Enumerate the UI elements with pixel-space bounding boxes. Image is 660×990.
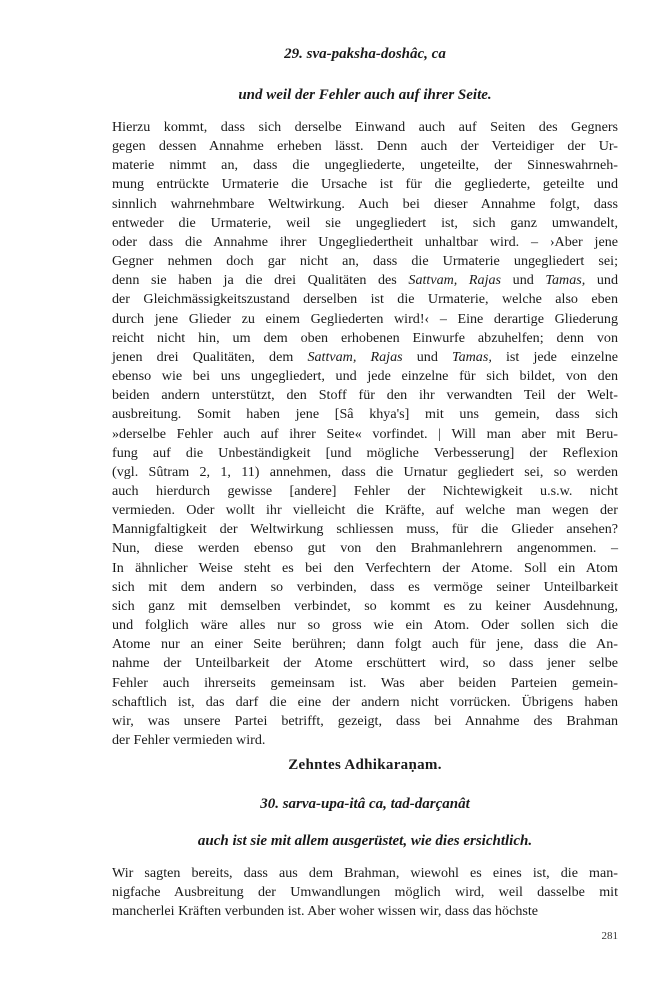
text-line [112,463,618,482]
text-segment: gegen dessen Annahme erheben lässt. Denn auch der Verteidiger der Ur- [112,138,618,155]
text-segment: oder dass die Annahme ihrer Ungegliedertheit unhaltbar wird. – ›Aber jene [112,233,618,250]
text-line [112,731,618,750]
text-segment: jenen drei Qualitäten, dem [112,348,308,365]
text-segment: und [402,348,453,365]
text-line [112,883,618,902]
text-segment: Gegner nehmen doch gar nicht an, dass die Urmaterie ungegliedert sei; [112,253,618,270]
text-segment: nigfache Ausbreitung der Umwandlungen möglich wird, weil dasselbe mit [112,884,618,901]
sutra-30-translation: auch ist sie mit allem ausgerüstet, wie dies ersichtlich. [197,833,533,849]
text-segment: und [585,272,619,289]
text-segment: und [501,272,546,289]
text-segment: materie nimmt an, dass die ungegliederte, ungeteilte, der Sinneswahrneh- [112,157,618,174]
text-line [112,195,618,214]
text-line [112,290,618,309]
text-line [112,520,618,539]
text-segment: fung auf die Unbeständigkeit [und mögliche Verbesserung] der Reflexion [112,444,618,461]
text-segment: Mannigfaltigkeit der Weltwirkung schliessen muss, für die Glieder ansehen? [112,521,618,538]
text-segment: der Gleichmässigkeitszustand derselben ist die Urmaterie, welche also eben [112,291,618,308]
text-segment: ist jede einzelne [491,348,618,365]
text-line [112,233,618,252]
text-segment: nahme der Unteilbarkeit der Atome erschüttert wird, so dass jener selbe [112,655,618,672]
text-segment: denn sie haben ja die drei Qualitäten des [112,272,409,289]
text-segment: beiden andern unterstützt, den Stoff für den ihr verwandten Teil der Welt- [112,387,618,404]
sutra-29-title: 29. sva-paksha-doshâc, ca [284,46,446,62]
text-line [112,214,618,233]
text-line [112,578,618,597]
text-line [112,118,618,137]
text-line [112,175,618,194]
text-line [112,674,618,693]
text-segment: wir, was unsere Partei betrifft, gezeigt, dass bei Annahme des Brahman [112,712,618,729]
text-segment: sinnlich wahrnehmbare Weltwirkung. Auch bei dieser Annahme folgt, dass [112,195,618,212]
text-segment: mancherlei Kräften verbunden ist. Aber woher wissen wir, dass das höchste [112,903,539,920]
italic-term: Tamas, [545,272,586,289]
text-line [112,252,618,271]
text-segment: Nun, diese werden ebenso gut von den Brahmanlehrern angenommen. – [112,540,618,557]
text-line [112,310,618,329]
sutra-29-translation: und weil der Fehler auch auf ihrer Seite. [238,87,492,103]
sutra-30-title: 30. sarva-upa-itâ ca, tad-darçanât [260,796,470,812]
text-segment: Hierzu kommt, dass sich derselbe Einwand auch auf Seiten des Gegners [112,119,618,135]
text-line [112,559,618,578]
text-line [112,864,618,883]
text-segment: und folglich wäre alles nur so gross wie ein Atom. Oder sollen sich die [112,617,618,634]
text-line [112,616,618,635]
text-segment: der Fehler vermieden wird. [112,732,266,748]
text-line [112,271,618,290]
text-segment: sich ganz mit demselben verbindet, so kommt es zu keiner Ausdehnung, [112,597,618,614]
text-line [112,635,618,654]
text-line [112,539,618,558]
text-segment: vermieden. Oder wollt ihr vielleicht die Kräfte, auf welche man wegen der [112,502,618,519]
paragraph-2 [112,864,618,921]
text-segment: ausbreitung. Somit haben jene [Sâ khya's] mit uns gemein, dass sich [112,406,618,423]
text-line [112,902,618,921]
text-segment: durch jene Glieder zu einem Gegliederten wird!‹ – Eine derartige Gliederung [112,310,618,327]
text-line [112,654,618,673]
text-line [112,156,618,175]
text-line [112,348,618,367]
page-number: 281 [601,930,618,942]
text-line [112,425,618,444]
text-segment: Fehler auch ihrerseits gemeinsam ist. Was aber beiden Parteien gemein- [112,674,618,691]
text-segment: Atome nur an einer Seite berühren; dann folgt auch für jene, dass die An- [112,636,618,653]
section-heading: Zehntes Adhikaraṇam. [288,757,442,773]
italic-term: Sattvam, Rajas [408,272,502,289]
text-line [112,386,618,405]
text-line [112,405,618,424]
text-line [112,137,618,156]
text-segment: reicht nicht hin, um dem oben erhobenen Einwurfe abzuhelfen; denn von [112,329,618,346]
text-line [112,367,618,386]
text-segment: entweder die Urmaterie, weil sie ungegliedert ist, sich ganz umwandelt, [112,214,618,231]
italic-term: Tamas, [452,348,492,365]
text-segment: Wir sagten bereits, dass aus dem Brahman, wiewohl es eines ist, die man- [112,865,618,881]
text-segment: sich mit dem andern so verbinden, dass es vermöge seiner Unteilbarkeit [112,578,618,595]
text-segment: In ähnlicher Weise steht es bei den Verfechtern der Atome. Soll ein Atom [112,559,618,576]
text-segment: ebenso wie bei uns ungegliedert, und jede einzelne für sich bildet, von den [112,368,618,385]
text-line [112,712,618,731]
text-segment: (vgl. Sûtram 2, 1, 11) annehmen, dass die Urnatur gegliedert sei, so werden [112,463,618,480]
text-line [112,329,618,348]
text-segment: auch hierdurch gewisse [andere] Fehler der Nichtewigkeit u.s.w. nicht [112,482,618,499]
paragraph-1 [112,118,618,750]
text-line [112,501,618,520]
text-line [112,444,618,463]
text-line [112,597,618,616]
text-segment: schaftlich ist, das darf die eine der andern nicht vorrücken. Übrigens haben [112,693,618,710]
text-segment: »derselbe Fehler auch auf ihrer Seite« vorfindet. | Will man aber mit Beru- [112,425,618,442]
text-line [112,482,618,501]
text-segment: mung entrückte Urmaterie die Ursache ist für die gegliederte, geteilte und [112,176,618,193]
italic-term: Sattvam, Rajas [307,348,403,365]
text-line [112,693,618,712]
